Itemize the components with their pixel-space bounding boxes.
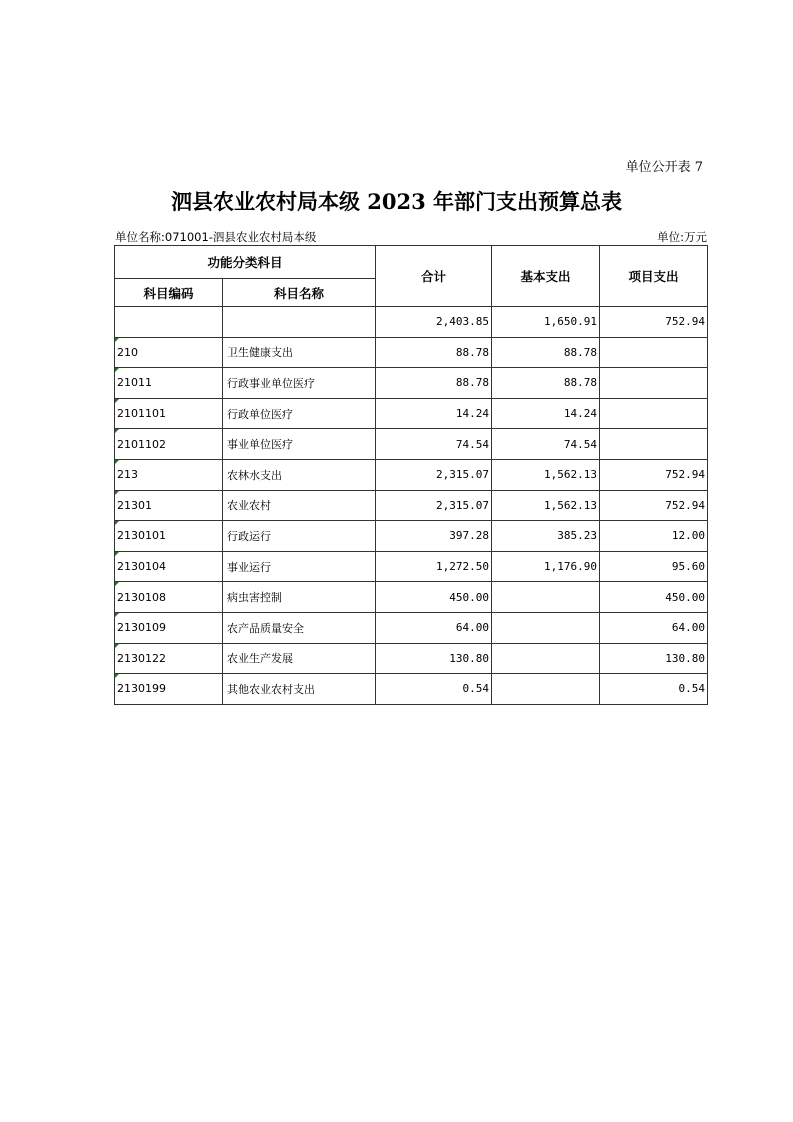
- row-code-cell-text: 2130101: [117, 529, 166, 543]
- row-code-cell-text: 2130108: [117, 590, 166, 604]
- row-name-cell: [223, 429, 376, 460]
- total-column-header: 合计: [376, 246, 492, 307]
- row-total-cell-text: 88.78: [455, 345, 490, 359]
- cell-comment-marker-icon: [115, 338, 119, 342]
- row-name-cell-text: 农产品质量安全: [227, 621, 304, 635]
- row-name-cell: [223, 612, 376, 643]
- row-name-cell-text: 卫生健康支出: [227, 346, 293, 360]
- row-basic-cell-text: 1,650.91: [544, 315, 598, 329]
- cell-comment-marker-icon: [115, 644, 119, 648]
- row-code-cell-text: 2130122: [117, 651, 166, 665]
- row-project-cell-text: 95.60: [671, 560, 706, 574]
- row-total-cell: [376, 398, 492, 429]
- row-basic-cell: [492, 582, 600, 613]
- row-basic-cell: [492, 643, 600, 674]
- row-total-cell-text: 2,403.85: [436, 315, 490, 329]
- row-name-cell-text: 病虫害控制: [227, 591, 282, 605]
- row-project-cell: [600, 490, 708, 521]
- row-project-cell: [600, 429, 708, 460]
- row-code-cell: [115, 674, 223, 705]
- project-column-header: 项目支出: [600, 246, 708, 307]
- row-name-cell-text: 农业农村: [227, 499, 271, 513]
- code-column-header: 科目编码: [115, 279, 223, 307]
- row-name-cell-text: 行政事业单位医疗: [227, 376, 315, 390]
- row-name-cell-text: 农林水支出: [227, 468, 282, 482]
- table-row: [115, 582, 708, 613]
- cell-comment-marker-icon: [115, 674, 119, 678]
- row-project-cell: [600, 459, 708, 490]
- row-project-cell-text: 752.94: [665, 468, 706, 482]
- name-column-header: 科目名称: [223, 279, 376, 307]
- row-basic-cell: [492, 368, 600, 399]
- cell-comment-marker-icon: [115, 521, 119, 525]
- row-basic-cell: [492, 490, 600, 521]
- row-code-cell: [115, 368, 223, 399]
- row-name-cell: [223, 368, 376, 399]
- row-total-cell: [376, 368, 492, 399]
- row-name-cell: [223, 398, 376, 429]
- currency-unit: 单位:万元: [657, 230, 707, 244]
- row-basic-cell: [492, 307, 600, 338]
- row-name-cell: [223, 643, 376, 674]
- row-code-cell: [115, 612, 223, 643]
- row-project-cell: [600, 521, 708, 552]
- cell-comment-marker-icon: [115, 368, 119, 372]
- row-project-cell-text: 130.80: [665, 651, 706, 665]
- row-total-cell-text: 64.00: [455, 621, 490, 635]
- basic-column-header: 基本支出: [492, 246, 600, 307]
- table-row: [115, 307, 708, 338]
- row-total-cell-text: 14.24: [455, 407, 490, 421]
- cell-comment-marker-icon: [115, 491, 119, 495]
- row-total-cell-text: 2,315.07: [436, 498, 490, 512]
- row-total-cell-text: 2,315.07: [436, 468, 490, 482]
- row-basic-cell: [492, 398, 600, 429]
- row-code-cell: [115, 582, 223, 613]
- row-project-cell: [600, 368, 708, 399]
- table-row: [115, 551, 708, 582]
- row-code-cell: [115, 307, 223, 338]
- table-row: [115, 459, 708, 490]
- row-code-cell: [115, 337, 223, 368]
- row-project-cell: [600, 612, 708, 643]
- row-project-cell: [600, 307, 708, 338]
- row-total-cell-text: 450.00: [449, 590, 490, 604]
- function-category-header: 功能分类科目: [115, 246, 376, 279]
- row-project-cell-text: 64.00: [671, 621, 706, 635]
- row-total-cell: [376, 643, 492, 674]
- row-basic-cell-text: 1,562.13: [544, 468, 598, 482]
- row-code-cell-text: 2101102: [117, 437, 166, 451]
- table-row: [115, 643, 708, 674]
- table-row: [115, 368, 708, 399]
- cell-comment-marker-icon: [115, 582, 119, 586]
- table-row: [115, 398, 708, 429]
- row-code-cell-text: 2130109: [117, 621, 166, 635]
- row-total-cell-text: 397.28: [449, 529, 490, 543]
- row-total-cell: [376, 521, 492, 552]
- row-total-cell: [376, 551, 492, 582]
- cell-comment-marker-icon: [115, 552, 119, 556]
- row-name-cell: [223, 307, 376, 338]
- row-basic-cell: [492, 551, 600, 582]
- row-project-cell: [600, 643, 708, 674]
- row-code-cell-text: 21301: [117, 498, 152, 512]
- row-basic-cell: [492, 674, 600, 705]
- row-name-cell-text: 行政单位医疗: [227, 407, 293, 421]
- row-total-cell: [376, 674, 492, 705]
- row-total-cell-text: 130.80: [449, 651, 490, 665]
- row-total-cell: [376, 307, 492, 338]
- row-code-cell: [115, 643, 223, 674]
- row-basic-cell-text: 74.54: [563, 437, 598, 451]
- row-total-cell: [376, 490, 492, 521]
- row-project-cell-text: 752.94: [665, 315, 706, 329]
- table-row: [115, 674, 708, 705]
- cell-comment-marker-icon: [115, 399, 119, 403]
- cell-comment-marker-icon: [115, 613, 119, 617]
- row-total-cell: [376, 429, 492, 460]
- row-basic-cell-text: 14.24: [563, 407, 598, 421]
- row-project-cell: [600, 337, 708, 368]
- row-code-cell: [115, 398, 223, 429]
- row-name-cell: [223, 337, 376, 368]
- row-total-cell-text: 0.54: [462, 682, 490, 696]
- row-project-cell: [600, 551, 708, 582]
- row-code-cell: [115, 429, 223, 460]
- row-code-cell-text: 21011: [117, 376, 152, 390]
- row-total-cell-text: 88.78: [455, 376, 490, 390]
- row-project-cell-text: 12.00: [671, 529, 706, 543]
- row-basic-cell: [492, 429, 600, 460]
- page-title: 泗县农业农村局本级 2023 年部门支出预算总表: [170, 189, 623, 214]
- row-basic-cell-text: 1,562.13: [544, 498, 598, 512]
- row-basic-cell: [492, 337, 600, 368]
- row-total-cell: [376, 582, 492, 613]
- row-name-cell: [223, 674, 376, 705]
- row-project-cell: [600, 582, 708, 613]
- row-code-cell-text: 210: [117, 345, 138, 359]
- row-project-cell-text: 0.54: [678, 682, 706, 696]
- row-name-cell: [223, 490, 376, 521]
- budget-table: [114, 245, 708, 705]
- row-project-cell: [600, 674, 708, 705]
- row-basic-cell-text: 1,176.90: [544, 560, 598, 574]
- table-row: [115, 490, 708, 521]
- row-code-cell: [115, 521, 223, 552]
- row-basic-cell: [492, 459, 600, 490]
- table-row: [115, 337, 708, 368]
- row-name-cell-text: 事业单位医疗: [227, 438, 293, 452]
- table-row: [115, 429, 708, 460]
- row-total-cell-text: 1,272.50: [436, 560, 490, 574]
- row-code-cell-text: 213: [117, 468, 138, 482]
- row-total-cell: [376, 337, 492, 368]
- row-code-cell-text: 2130104: [117, 560, 166, 574]
- cell-comment-marker-icon: [115, 460, 119, 464]
- row-name-cell-text: 农业生产发展: [227, 652, 293, 666]
- row-total-cell: [376, 459, 492, 490]
- row-name-cell: [223, 459, 376, 490]
- row-name-cell: [223, 521, 376, 552]
- row-basic-cell-text: 88.78: [563, 376, 598, 390]
- row-basic-cell: [492, 521, 600, 552]
- row-total-cell-text: 74.54: [455, 437, 490, 451]
- table-row: [115, 521, 708, 552]
- row-basic-cell: [492, 612, 600, 643]
- row-project-cell: [600, 398, 708, 429]
- row-project-cell-text: 752.94: [665, 498, 706, 512]
- row-name-cell-text: 事业运行: [227, 560, 271, 574]
- row-total-cell: [376, 612, 492, 643]
- row-basic-cell-text: 385.23: [557, 529, 598, 543]
- row-name-cell: [223, 582, 376, 613]
- row-project-cell-text: 450.00: [665, 590, 706, 604]
- row-code-cell: [115, 551, 223, 582]
- row-code-cell-text: 2101101: [117, 407, 166, 421]
- row-code-cell: [115, 459, 223, 490]
- row-code-cell: [115, 490, 223, 521]
- row-name-cell-text: 其他农业农村支出: [227, 682, 315, 696]
- table-row: [115, 612, 708, 643]
- unit-name: 单位名称:071001-泗县农业农村局本级: [115, 230, 317, 244]
- row-basic-cell-text: 88.78: [563, 345, 598, 359]
- row-name-cell: [223, 551, 376, 582]
- row-name-cell-text: 行政运行: [227, 529, 271, 543]
- form-number: 单位公开表 7: [625, 160, 703, 175]
- cell-comment-marker-icon: [115, 429, 119, 433]
- row-code-cell-text: 2130199: [117, 682, 166, 696]
